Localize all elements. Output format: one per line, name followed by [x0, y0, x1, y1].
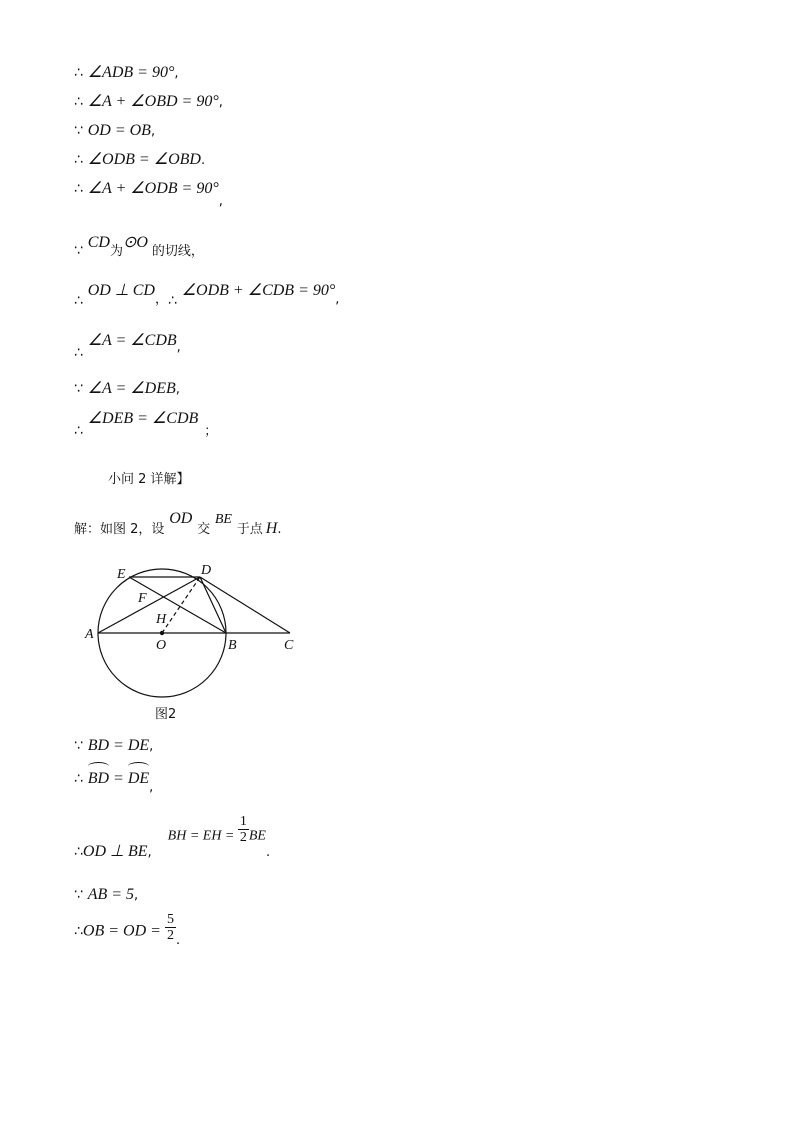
math-expression: ∠ODB + ∠CDB = 90° — [181, 282, 336, 299]
punctuation: , — [218, 95, 223, 110]
therefore-symbol: ∴ — [74, 345, 83, 361]
because-symbol: ∵ — [74, 381, 83, 397]
because-symbol: ∵ — [74, 243, 83, 259]
segment-ad — [98, 577, 200, 633]
math-expression: BE — [214, 512, 232, 527]
separator: ， — [154, 292, 168, 307]
text: 为 — [109, 244, 123, 259]
punctuation: , — [174, 66, 179, 81]
label-b: B — [228, 638, 237, 653]
therefore-symbol: ∴ — [74, 843, 83, 860]
proof-line-13 — [74, 768, 154, 795]
proof-line-7 — [74, 280, 340, 309]
denominator: 2 — [166, 928, 174, 943]
math-expression: BH = EH = — [167, 828, 238, 844]
label-o: O — [156, 638, 167, 653]
label-a: A — [85, 627, 94, 642]
therefore-symbol: ∴ — [74, 423, 83, 439]
arc-label: BD — [87, 770, 110, 787]
math-expression: OB = OD = — [82, 922, 165, 940]
text: 交 — [197, 522, 211, 537]
proof-line-5 — [74, 178, 223, 209]
math-expression: OD = OB — [87, 122, 151, 139]
math-expression: ∠A + ∠OBD = 90° — [87, 93, 219, 110]
math-expression: AB = 5 — [87, 886, 135, 903]
denominator: 2 — [239, 830, 247, 845]
therefore-symbol: ∴ — [74, 152, 83, 168]
math-expression: OD — [169, 510, 193, 527]
punctuation: , — [134, 888, 139, 903]
math-expression: H — [265, 520, 278, 537]
punctuation: . — [200, 153, 206, 168]
text: 于点 — [236, 522, 263, 537]
proof-line-15 — [74, 884, 138, 906]
numerator: 5 — [166, 912, 174, 927]
fraction-half — [238, 814, 249, 845]
arc-bd — [88, 768, 109, 789]
proof-line-3 — [74, 120, 155, 142]
math-expression: ∠A = ∠CDB — [87, 332, 177, 349]
therefore-symbol: ∴ — [74, 181, 83, 197]
therefore-symbol: ∴ — [74, 94, 83, 110]
equals: = — [109, 770, 128, 787]
proof-line-12 — [74, 735, 153, 757]
because-symbol: ∵ — [74, 123, 83, 139]
punctuation: , — [176, 340, 181, 355]
point-o — [160, 631, 164, 635]
proof-line-6 — [74, 232, 204, 259]
figure-caption: 图2 — [155, 707, 177, 722]
label-h: H — [156, 612, 167, 627]
math-expression: BD = DE — [87, 737, 150, 754]
math-expression: ⊙O — [122, 234, 148, 251]
geometry-figure — [80, 560, 320, 730]
text: 解：如图 2，设 — [74, 522, 165, 537]
punctuation: , — [149, 739, 154, 754]
because-symbol: ∵ — [74, 738, 83, 754]
because-symbol: ∵ — [74, 887, 83, 903]
arc-de — [128, 768, 149, 789]
punctuation: . — [265, 844, 271, 860]
fraction-five-halves — [165, 912, 176, 943]
segment-od-dashed — [162, 577, 200, 633]
punctuation: ； — [204, 424, 218, 439]
punctuation: . — [175, 932, 181, 948]
therefore-symbol: ∴ — [74, 65, 83, 81]
therefore-symbol: ∴ — [74, 923, 83, 940]
punctuation: , — [175, 382, 180, 397]
punctuation: , — [149, 780, 154, 795]
solution-intro — [74, 508, 282, 537]
math-expression: CD — [87, 234, 110, 251]
arc-label: DE — [127, 770, 150, 787]
label-f: F — [138, 591, 147, 606]
numerator: 1 — [239, 814, 247, 829]
text: 的切线， — [151, 244, 204, 259]
section-heading: 小问 2 详解】 — [108, 472, 190, 487]
math-expression: OD ⊥ CD — [87, 282, 155, 299]
label-d: D — [201, 563, 212, 578]
math-expression: ∠ADB = 90° — [87, 64, 175, 81]
proof-line-10 — [74, 408, 218, 439]
math-expression: ∠DEB = ∠CDB — [87, 410, 199, 427]
math-expression: ∠A = ∠DEB — [87, 380, 176, 397]
punctuation: , — [147, 844, 152, 860]
punctuation: , — [150, 124, 156, 139]
math-expression: BE — [248, 828, 266, 844]
math-expression: ∠A + ∠ODB = 90° — [87, 180, 219, 197]
punctuation: , — [335, 292, 340, 307]
proof-line-16 — [74, 912, 181, 956]
punctuation: , — [218, 194, 223, 209]
therefore-symbol: ∴ — [168, 293, 177, 309]
math-expression: OD ⊥ BE — [82, 842, 148, 860]
proof-line-8 — [74, 330, 181, 361]
proof-line-1 — [74, 62, 178, 84]
proof-line-2 — [74, 91, 223, 113]
arc-mark — [88, 762, 109, 771]
proof-line-14 — [74, 814, 271, 860]
therefore-symbol: ∴ — [74, 293, 83, 309]
label-e: E — [117, 567, 126, 582]
label-c: C — [284, 638, 294, 653]
punctuation: . — [277, 522, 282, 537]
math-expression: ∠ODB = ∠OBD — [87, 151, 201, 168]
therefore-symbol: ∴ — [74, 771, 83, 787]
proof-line-9 — [74, 378, 180, 400]
proof-line-4 — [74, 149, 205, 171]
arc-mark — [128, 762, 149, 771]
